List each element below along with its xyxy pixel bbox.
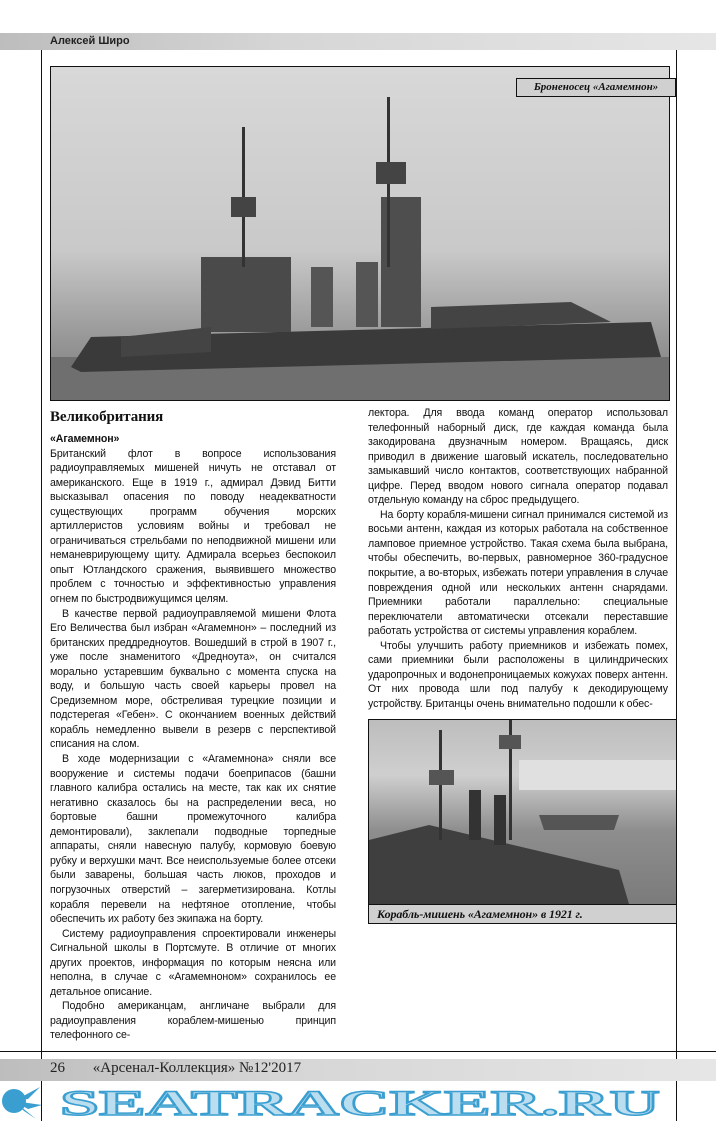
article-body (50, 406, 716, 1043)
top-photo-block (50, 66, 670, 401)
author-name: Алексей Широ (50, 35, 130, 47)
paragraph: На борту корабля-мишени сигнал принимался системой из восьми антенн, каждая из которых работала на собственное ламповое приемное устройство. Такая схема была выбрана, чтобы обеспечить, во-первых, равномерное 360-градусное покрытие, а во-вторых, избежать потери управления в случае повреждения одной или нескольких антенн снарядами. Приемники работали параллельно: специальные переключатели автоматически отсекали переставшие работать устройства от системы управления кораблем. (368, 508, 668, 638)
watermark-text: SEATRACKER.RU (60, 1082, 660, 1121)
magazine-title: «Арсенал-Коллекция» №12'2017 (92, 1059, 302, 1076)
photo-battleship-agamemnon (50, 66, 670, 401)
photo-bottom-caption-text: Корабль-мишень «Агамемнон» в 1921 г. (377, 907, 583, 922)
footer (50, 1060, 301, 1077)
section-heading: Великобритания (50, 409, 164, 425)
paragraph: В ходе модернизации с «Агамемнона» сняли все вооружение и системы подачи боеприпасов (башни главного калибра остались на месте, так как их снятие негативно сказалось бы на распределении веса, но бортовые башни промежуточного калибра демонтировали), заклепали подводные торпедные аппараты, сняли навесную палубу, кормовую боевую рубку и верхушки мачт. Все неиспользуемые более отсеки были заварены, большая часть люков, проходов и погрузочных отверстий – загерметизирована. Котлы корабля перевели на нефтяное отопление, чтобы обеспечить их работу без экипажа на борту. (50, 753, 336, 926)
photo-target-ship-1921 (368, 719, 677, 905)
paragraph: Подобно американцам, англичане выбрали для радиоуправления кораблем-мишенью принцип телефонного се- (50, 1000, 336, 1042)
footer-rule (0, 1051, 716, 1052)
photo-top-caption (516, 78, 676, 97)
right-margin-rule (676, 33, 677, 1121)
watermark-sunburst-icon (2, 1087, 42, 1119)
photo-top-caption-text: Броненосец «Агамемнон» (533, 81, 659, 93)
ship-silhouette (51, 67, 669, 400)
right-text-column (368, 406, 668, 924)
page-number: 26 (50, 1059, 65, 1076)
left-text-column (50, 406, 336, 1043)
paragraph: Британский флот в вопросе использования радиоуправляемых мишеней ничуть не отставал от американского. Еще в 1919 г., адмирал Дэвид Битти высказывал опасения по поводу неадекватности существующих программ обучения морских артиллеристов условиям войны и требовал не ограничиваться стрельбами по неподвижной мишени или неманеврирующему щиту. Адмирала всерьез беспокоил опыт Ютландского сражения, выявившего множество проблем с точностью и эффективностью управления огнем по быстродвижущимся целям. (50, 447, 336, 606)
header-band (0, 33, 716, 50)
left-margin-rule (41, 33, 42, 1121)
paragraph: Чтобы улучшить работу приемников и избежать помех, сами приемники были расположены в цилиндрических ударопрочных и водонепроницаемых кожухах поверх антенн. От них провода шли под палубу к декодирующему устройству. Британцы очень внимательно подошли к обес- (368, 639, 668, 710)
photo-bottom-caption (368, 905, 677, 924)
subsection-heading: «Агамемнон» (50, 433, 120, 445)
watermark (0, 1081, 716, 1121)
paragraph: Систему радиоуправления спроектировали инженеры Сигнальной школы в Портсмуте. В отличие от многих других проектов, информация по которым неясна или неполна, в случае с «Агамемноном» сохранилось ее детальное описание. (50, 927, 336, 998)
ship-silhouette (369, 720, 676, 904)
paragraph: лектора. Для ввода команд оператор использовал телефонный наборный диск, где каждая команда была закодирована двузначным номером. Вращаясь, диск приводил в движение шаговый искатель, последовательно замыкавший число контактов, соответствующих набранной цифре. Перед вводом нового сигнала оператор подавал отдельную команду на сброс предыдущего. (368, 407, 668, 507)
footer-band (0, 1059, 716, 1081)
paragraph: В качестве первой радиоуправляемой мишени Флота Его Величества был избран «Агамемнон» – последний из британских преддредноутов. Вошедший в строй в 1907 г., уже после знаменитого «Дредноута», он считался морально устаревшим буквально с момента спуска на воду, и большую часть своей карьеры провел на Средиземном море, обстреливая турецкие позиции и подстерегая «Гебен». С окончанием военных действий корабль немедленно вывели в резерв с перспективой списания на слом. (50, 607, 336, 751)
